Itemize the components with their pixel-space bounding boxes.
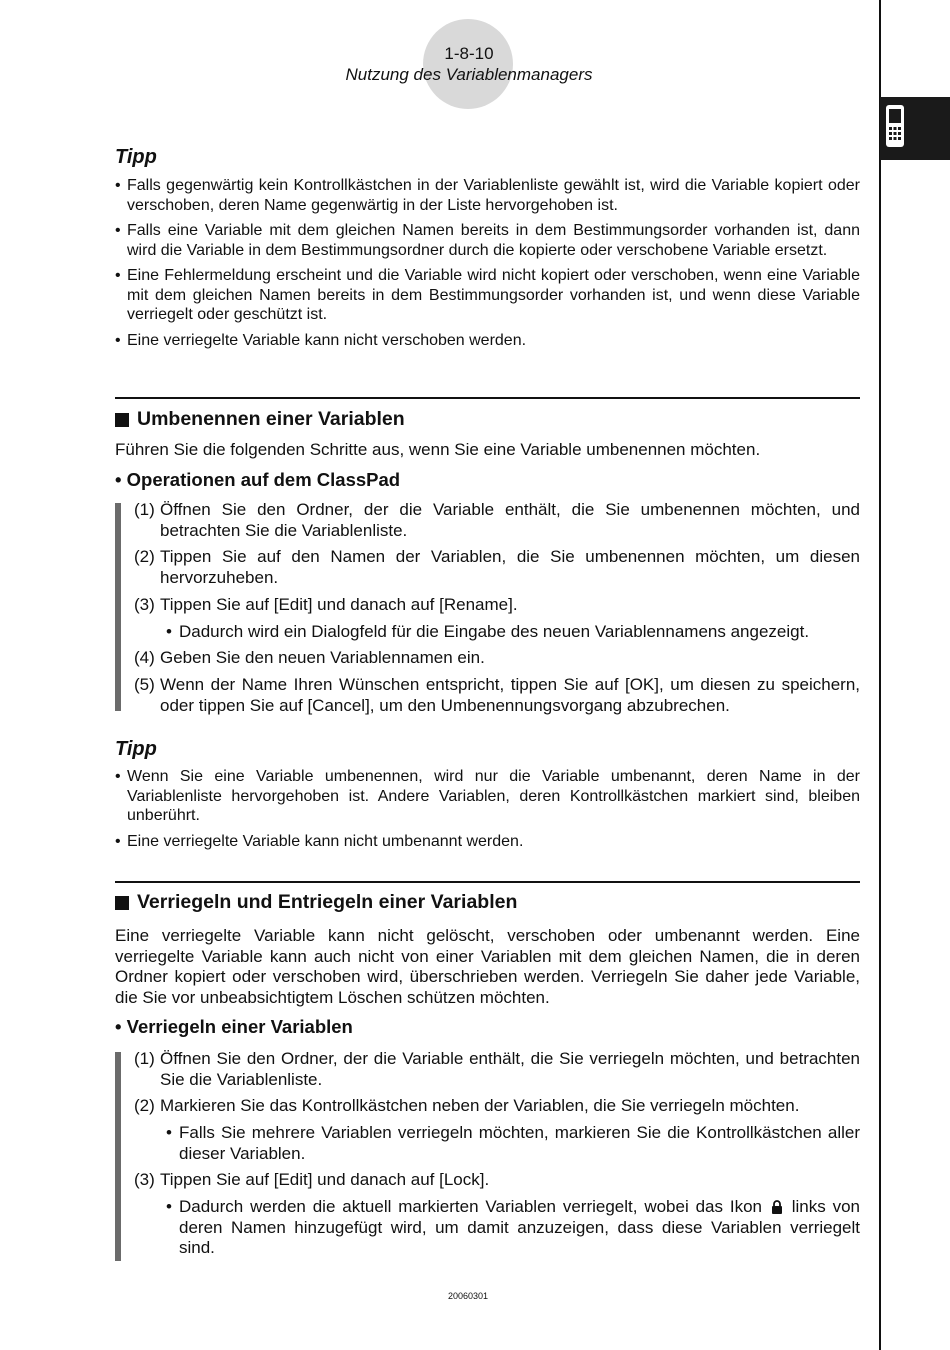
step-number: (4): [134, 648, 155, 667]
list-item: • Falls gegenwärtig kein Kontrollkästchen in der Variablenliste gewählt ist, wird die Variable kopiert oder verschoben, deren Name gegenwärtig in der Liste hervorgehoben ist.: [115, 176, 860, 215]
step-text: Tippen Sie auf [Edit] und danach auf [Rename].: [160, 595, 518, 614]
header-circle: [423, 19, 513, 109]
section-intro: Führen Sie die folgenden Schritte aus, wenn Sie eine Variable umbenennen möchten.: [115, 440, 761, 459]
page-title: Nutzung des Variablenmanagers: [345, 65, 593, 84]
step-number: (1): [134, 1049, 155, 1068]
step-note-text: [166, 1197, 860, 1259]
step-note-text: Dadurch wird ein Dialogfeld für die Eingabe des neuen Variablennamens angezeigt.: [179, 622, 810, 641]
step-number: (1): [134, 500, 155, 519]
step-note: [166, 1197, 860, 1259]
bullet-icon: •: [166, 1197, 172, 1216]
step-text: Öffnen Sie den Ordner, der die Variable enthält, die Sie verriegeln möchten, und betrachten Sie die Variablenliste.: [160, 1049, 860, 1089]
section-heading: [115, 408, 860, 431]
step-text: Geben Sie den neuen Variablennamen ein.: [160, 648, 485, 667]
section-title: Umbenennen einer Variablen: [137, 408, 405, 430]
subsection-heading: [115, 469, 860, 491]
bullet-icon: •: [166, 622, 172, 641]
step-note-text: Falls Sie mehrere Variablen verriegeln möchten, markieren Sie die Kontrollkästchen aller dieser Variablen.: [179, 1123, 860, 1163]
step-text: Öffnen Sie den Ordner, der die Variable enthält, die Sie umbenennen möchten, und betrachten Sie die Variablenliste.: [160, 500, 860, 540]
step-number: (2): [134, 547, 155, 566]
square-bullet-icon: [115, 413, 129, 427]
list-item: • Falls eine Variable mit dem gleichen Namen bereits in dem Bestimmungsorder vorhanden ist, dann wird die Variable in dem Bestimmungsordner durch die kopierte oder verschobene Variable ersetzt.: [115, 221, 860, 260]
tip-list: [115, 176, 860, 356]
note-text-before: Dadurch werden die aktuell markierten Variablen verriegelt, wobei das Ikon: [179, 1197, 762, 1216]
list-item: • Eine verriegelte Variable kann nicht verschoben werden.: [115, 331, 860, 351]
step-item: [134, 1170, 860, 1191]
step-text: Wenn der Name Ihren Wünschen entspricht, tippen Sie auf [OK], um diesen zu speichern, oder tippen Sie auf [Cancel], um den Umbenennungsvorgang abzubrechen.: [160, 675, 860, 715]
tip-heading: Tipp: [115, 146, 157, 168]
tip-heading: Tipp: [115, 738, 157, 760]
step-number: (3): [134, 1170, 155, 1189]
step-item: [134, 675, 860, 716]
margin-rule: [879, 0, 881, 1350]
bullet-icon: •: [166, 1123, 172, 1142]
procedure-bar: [115, 503, 121, 711]
section-rule: [115, 397, 860, 399]
step-text: Tippen Sie auf den Namen der Variablen, die Sie umbenennen möchten, um diesen hervorzuheben.: [160, 547, 860, 587]
step-item: [134, 547, 860, 588]
procedure-bar: [115, 1052, 121, 1261]
step-number: (2): [134, 1096, 155, 1115]
subsection-heading: [115, 1016, 860, 1038]
step-note: [166, 1123, 860, 1164]
step-number: (5): [134, 675, 155, 694]
list-item: • Wenn Sie eine Variable umbenennen, wird nur die Variable umbenannt, deren Name in der Variablenliste hervorgehoben ist. Andere Variablen, deren Kontrollkästchen markiert sind, bleiben unberührt.: [115, 767, 860, 826]
step-number: (3): [134, 595, 155, 614]
section-rule: [115, 881, 860, 883]
step-item: [134, 1096, 860, 1117]
section-heading: [115, 891, 860, 914]
step-text: Tippen Sie auf [Edit] und danach auf [Lock].: [160, 1170, 490, 1189]
step-item: [134, 1049, 860, 1090]
step-text: Markieren Sie das Kontrollkästchen neben der Variablen, die Sie verriegeln möchten.: [160, 1096, 800, 1115]
bullet-icon: •: [115, 1016, 122, 1037]
subsection-title: Operationen auf dem ClassPad: [126, 469, 401, 490]
note-text-after: links von deren Namen hinzugefügt wird, um damit anzuzeigen, dass diese Variablen verriegelt sind.: [179, 1197, 860, 1257]
step-note: [166, 622, 860, 643]
step-item: [134, 595, 860, 616]
list-item: • Eine Fehlermeldung erscheint und die Variable wird nicht kopiert oder verschoben, wenn eine Variable mit dem gleichen Namen bereits in dem Bestimmungsorder vorhanden ist, und wenn diese Variable verriegelt oder geschützt ist.: [115, 266, 860, 325]
chapter-tab: [880, 97, 950, 160]
footer-code: 20060301: [447, 1291, 489, 1301]
lock-icon: [771, 1200, 783, 1214]
subsection-title: Verriegeln einer Variablen: [126, 1016, 353, 1037]
square-bullet-icon: [115, 896, 129, 910]
bullet-icon: •: [115, 469, 122, 490]
step-item: [134, 648, 860, 669]
list-item: • Eine verriegelte Variable kann nicht umbenannt werden.: [115, 832, 860, 852]
section-title: Verriegeln und Entriegeln einer Variablen: [137, 891, 518, 913]
step-item: [134, 500, 860, 541]
calculator-icon: [885, 104, 905, 148]
page-number: 1-8-10: [444, 44, 494, 63]
section-intro: Eine verriegelte Variable kann nicht gelöscht, verschoben oder umbenannt werden. Eine verriegelte Variable kann auch nicht von einer Variablen mit dem gleichen Namen, die in deren Ordner kopiert oder verschoben wird, überschrieben werden. Verriegeln Sie daher jede Variable, die Sie vor unbeabsichtigtem Löschen schützen möchten.: [115, 926, 860, 1007]
tip-list: [115, 767, 860, 857]
